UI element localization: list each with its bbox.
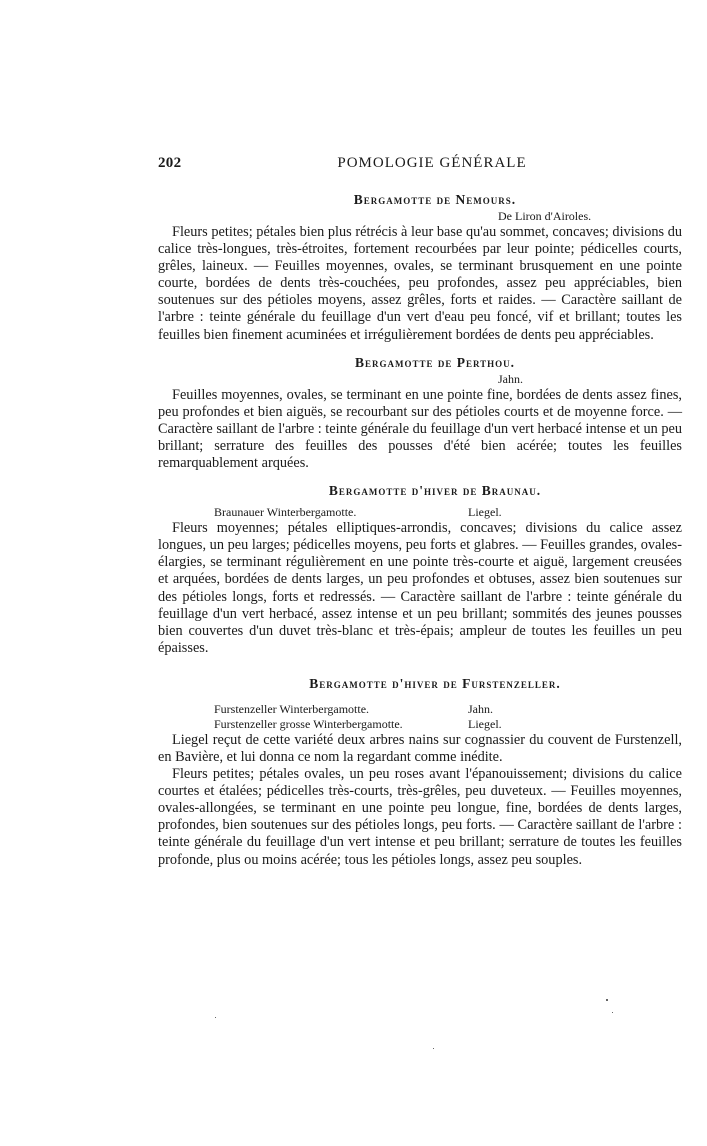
running-head: [158, 155, 682, 177]
synonym-author: Jahn.: [468, 701, 493, 716]
book-page: [158, 155, 682, 869]
entry-bergamotte-de-perthou: [158, 354, 682, 472]
synonym-row: [158, 505, 682, 520]
entry-title: Bergamotte de Nemours.: [353, 192, 517, 207]
synonym-author: Liegel.: [468, 716, 502, 731]
entry-paragraph: Feuilles moyennes, ovales, se terminant en une pointe fine, bordées de dents assez fines, peu profondes et bien aiguës, se recourbant sur des pétioles courts et de moyenne force. — Caractère saillant de l'arbre : teinte générale du feuillage d'un vert herbacé intense et un peu brillant; serrature des feuilles des pousses d'été bien acérée; toutes les feuilles remarquablement arquées.: [158, 386, 682, 472]
entry-attribution: Jahn.: [498, 371, 523, 386]
entry-title: Bergamotte d'hiver de Furstenzeller.: [309, 675, 561, 691]
entry-attribution: De Liron d'Airoles.: [498, 209, 592, 223]
entry-title: Bergamotte d'hiver de Braunau.: [328, 483, 542, 499]
entry-bergamotte-dhiver-de-furstenzeller: [158, 675, 682, 869]
scan-speck: [215, 1017, 216, 1018]
scan-speck: [433, 1048, 434, 1049]
entry-paragraph: Fleurs moyennes; pétales elliptiques-arrondis, concaves; divisions du calice assez longues, un peu larges; pédicelles moyens, peu forts et glabres. — Feuilles grandes, ovales-élargies, se terminant régulièrement en une pointe très-courte et aiguë, largement creusées et arquées, bordées de dents larges, un peu profondes et obtuses, assez bien soutenues sur des pétioles longs, forts et redressés. — Caractère saillant de l'arbre : teinte générale du feuillage d'un vert herbacé, assez intense et un peu brillant; sommités des jeunes pousses bien couvertes d'un duvet très-blanc et très-épais; ampleur de toutes les feuilles un peu épaisses.: [158, 520, 682, 656]
section-gap: [158, 657, 682, 675]
entry-bergamotte-de-nemours: [158, 191, 682, 344]
scan-speck: [606, 999, 608, 1001]
synonym-name: Braunauer Winterbergamotte.: [214, 505, 357, 520]
section-gap: [158, 472, 682, 482]
synonym-author: Liegel.: [468, 505, 502, 520]
synonym-name: Furstenzeller Winterbergamotte.: [214, 701, 370, 716]
scan-speck: [612, 1012, 613, 1013]
synonym-row: [158, 717, 682, 732]
section-gap: [158, 344, 682, 354]
entry-title: Bergamotte de Perthou.: [354, 354, 516, 370]
entry-paragraph: Fleurs petites; pétales bien plus rétrécis à leur base qu'au sommet, concaves; divisions du calice très-longues, très-étroites, fortement recourbées par leur pointe; pédicelles courts, grêles, laineux. — Feuilles moyennes, ovales, se terminant brusquement en une pointe courte, bordées de dents très-couchées, peu profondes, assez peu appréciables, bien soutenues sur des pétioles moyens, assez grêles, forts et raides. — Caractère saillant de l'arbre : teinte générale du feuillage d'un vert d'eau peu foncé, vif et brillant; toutes les feuilles bien finement acuminées et irrégulièrement bordées de dents peu appréciables.: [158, 224, 682, 343]
entry-paragraph: Fleurs petites; pétales ovales, un peu roses avant l'épanouissement; divisions du calice courtes et étalées; pédicelles très-courts, très-grêles, peu duveteux. — Feuilles moyennes, ovales-allongées, se terminant en une pointe peu longue, fine, bordées de dents larges, profondes, bien soutenues sur des pétioles longs, peu forts. — Caractère saillant de l'arbre : teinte générale du feuillage d'un vert intense et peu brillant; serrature de toutes les feuilles profonde, plus ou moins acérée; tous les pétioles longs, assez peu souples.: [158, 766, 682, 868]
page-number: 202: [158, 155, 182, 171]
synonym-row: [158, 702, 682, 717]
entry-paragraph: Liegel reçut de cette variété deux arbres nains sur cognassier du couvent de Furstenzell, en Bavière, et lui donna ce nom la regardant comme inédite.: [158, 731, 682, 765]
running-title: POMOLOGIE GÉNÉRALE: [337, 155, 527, 171]
synonym-name: Furstenzeller grosse Winterbergamotte.: [214, 716, 403, 731]
entry-bergamotte-dhiver-de-braunau: [158, 482, 682, 657]
